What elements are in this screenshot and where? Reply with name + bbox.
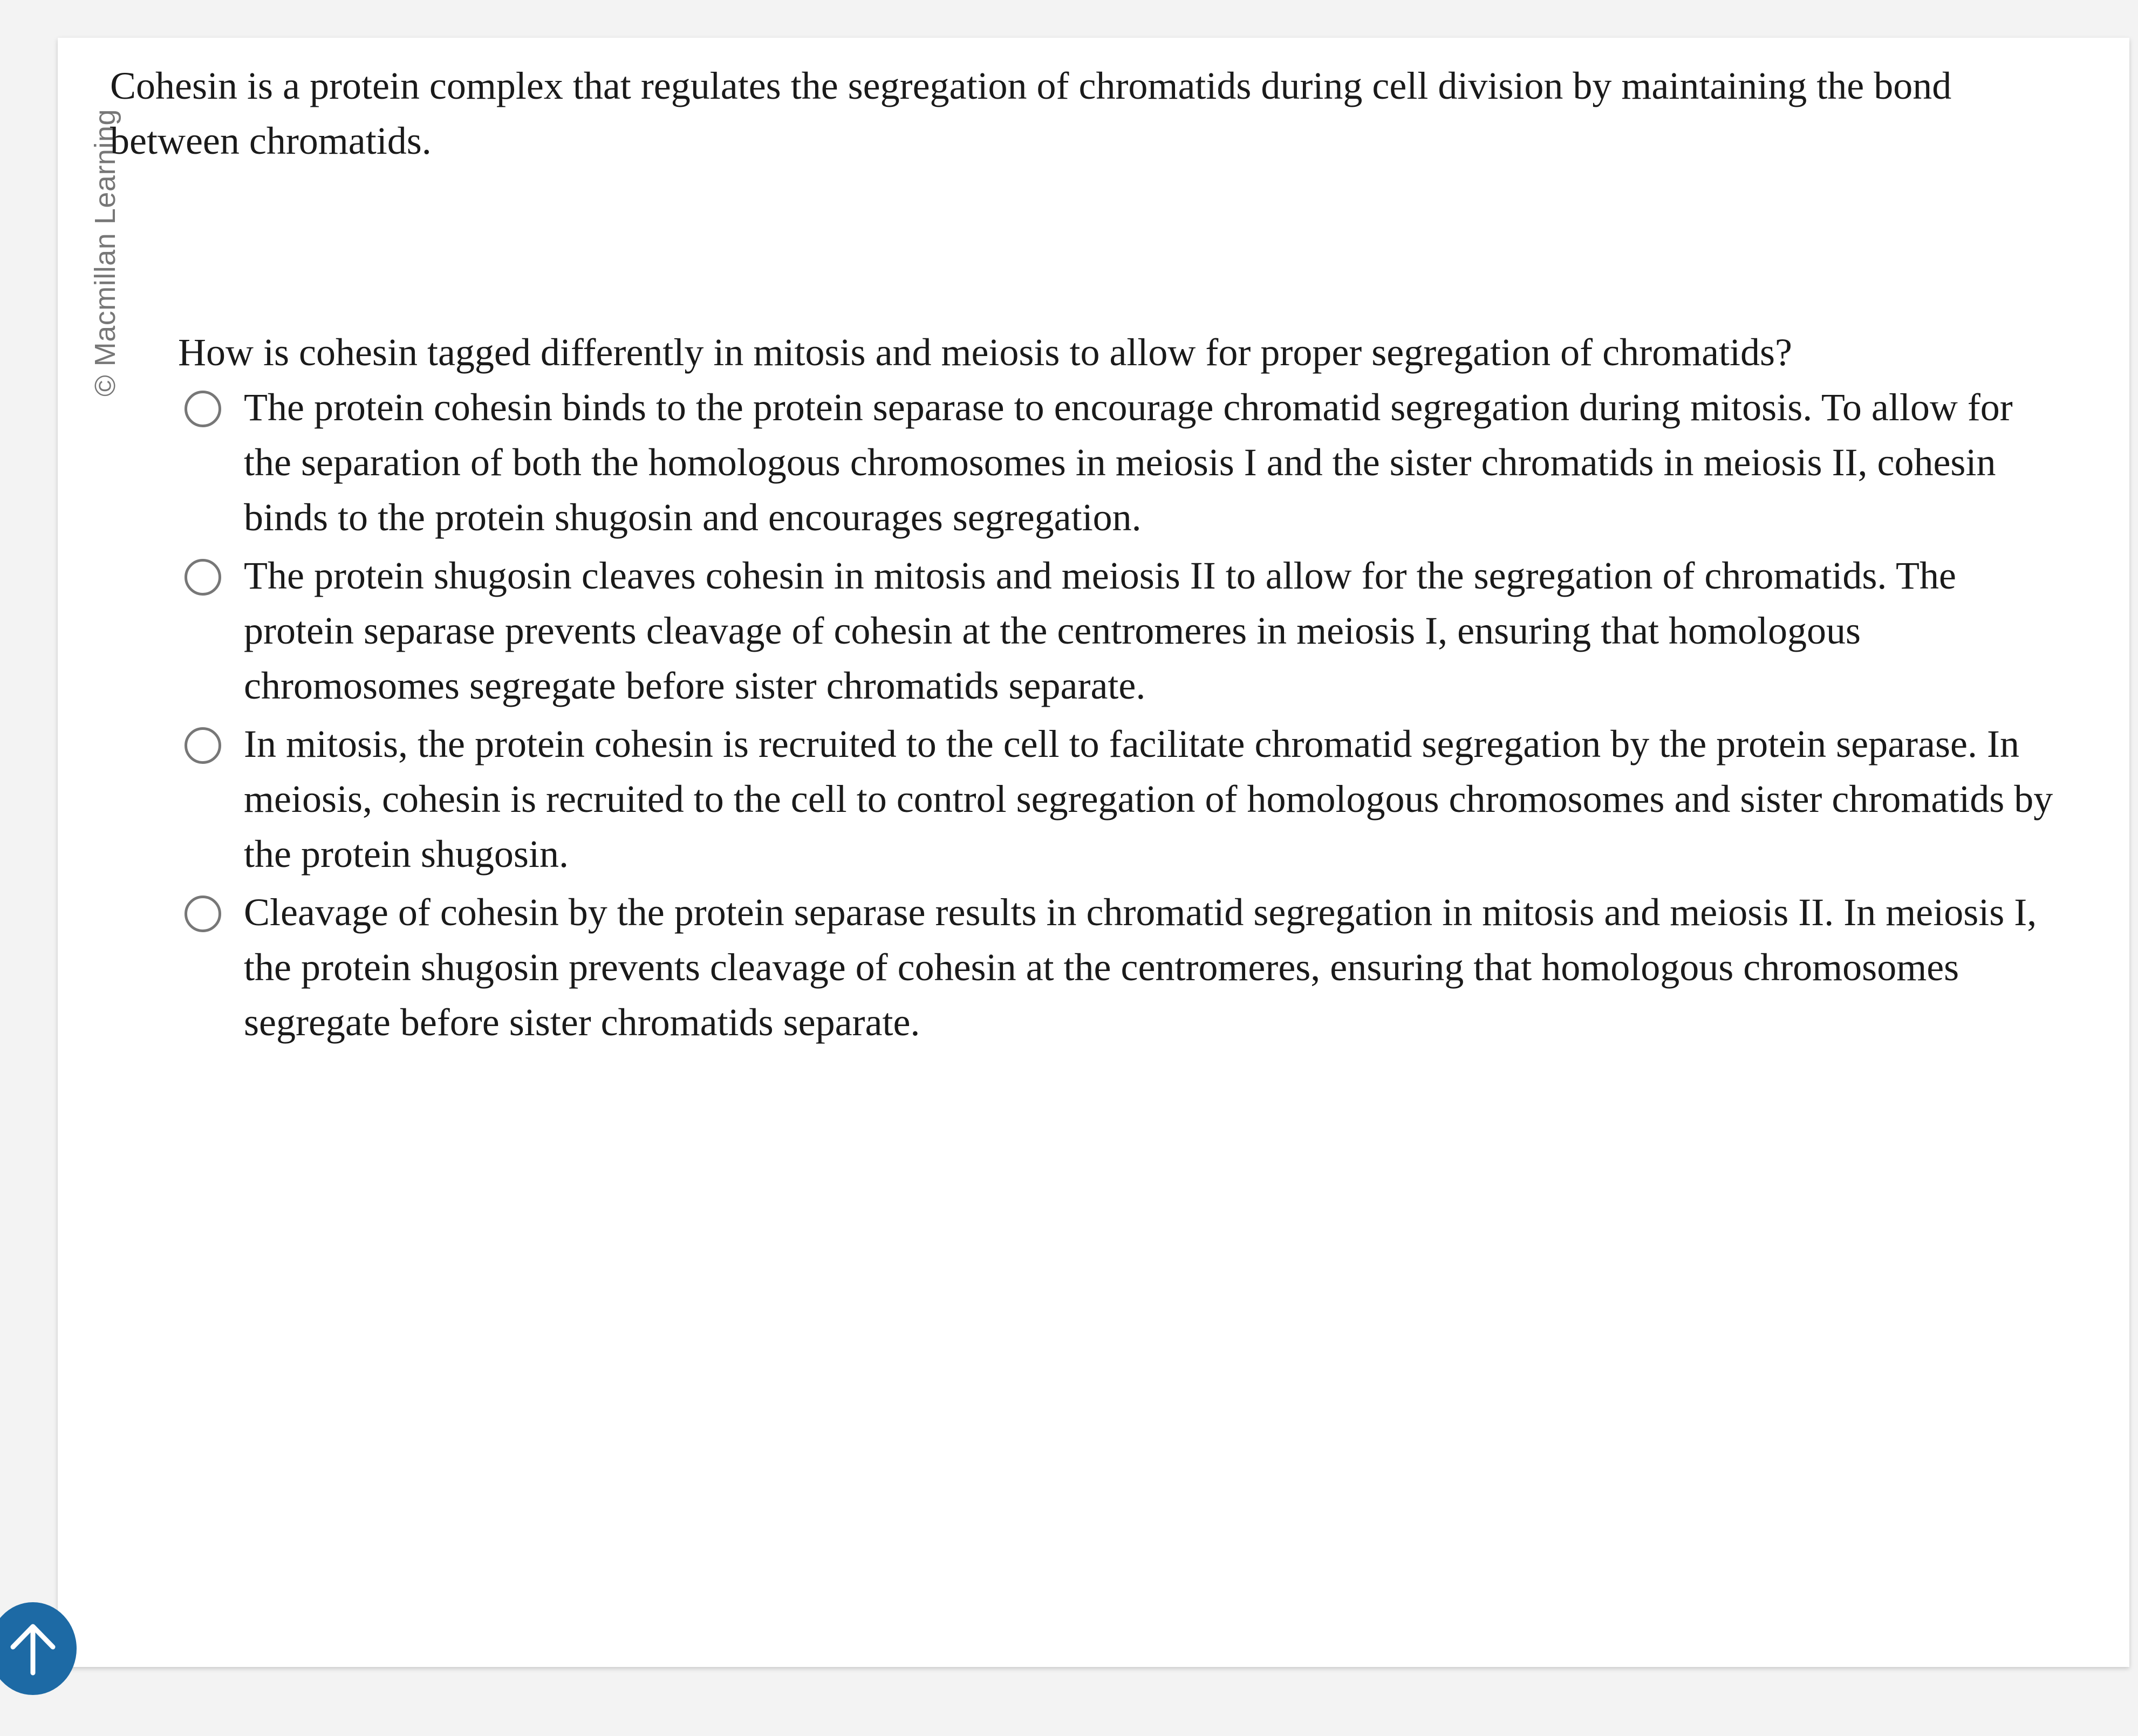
arrow-up-icon [3, 1619, 63, 1678]
answer-option-1[interactable] [178, 380, 2055, 545]
copyright-notice: © Macmillan Learning [89, 108, 121, 397]
radio-button[interactable] [185, 896, 221, 932]
answer-options [178, 380, 2055, 1053]
answer-option-2[interactable] [178, 548, 2055, 713]
answer-option-4[interactable] [178, 885, 2055, 1050]
question-prompt: How is cohesin tagged differently in mitosis and meiosis to allow for proper segregation of chromatids? [178, 331, 1793, 374]
question-intro: Cohesin is a protein complex that regulates the segregation of chromatids during cell division by maintaining the bond between chromatids. [110, 64, 1952, 162]
answer-option-text: In mitosis, the protein cohesin is recruited to the cell to facilitate chromatid segregation by the protein separase. In meiosis, cohesin is recruited to the cell to control segregation of homologous chromosomes and sister chromatids by the protein shugosin. [244, 722, 2053, 876]
radio-button[interactable] [185, 727, 221, 764]
answer-option-text: Cleavage of cohesin by the protein separase results in chromatid segregation in mitosis and meiosis II. In meiosis I, the protein shugosin prevents cleavage of cohesin at the centromeres, ensuring that homologous chromosomes segregate before sister chromatids separate. [244, 891, 2037, 1044]
answer-option-3[interactable] [178, 716, 2055, 881]
answer-option-text: The protein shugosin cleaves cohesin in mitosis and meiosis II to allow for the segregation of chromatids. The protein separase prevents cleavage of cohesin at the centromeres in meiosis I, ensuring that homologous chromosomes segregate before sister chromatids separate. [244, 554, 1956, 707]
radio-button[interactable] [185, 391, 221, 427]
radio-button[interactable] [185, 559, 221, 596]
answer-option-text: The protein cohesin binds to the protein separase to encourage chromatid segregation during mitosis. To allow for the separation of both the homologous chromosomes in meiosis I and the sister chromatids in meiosis II, cohesin binds to the protein shugosin and encourages segregation. [244, 386, 2013, 539]
